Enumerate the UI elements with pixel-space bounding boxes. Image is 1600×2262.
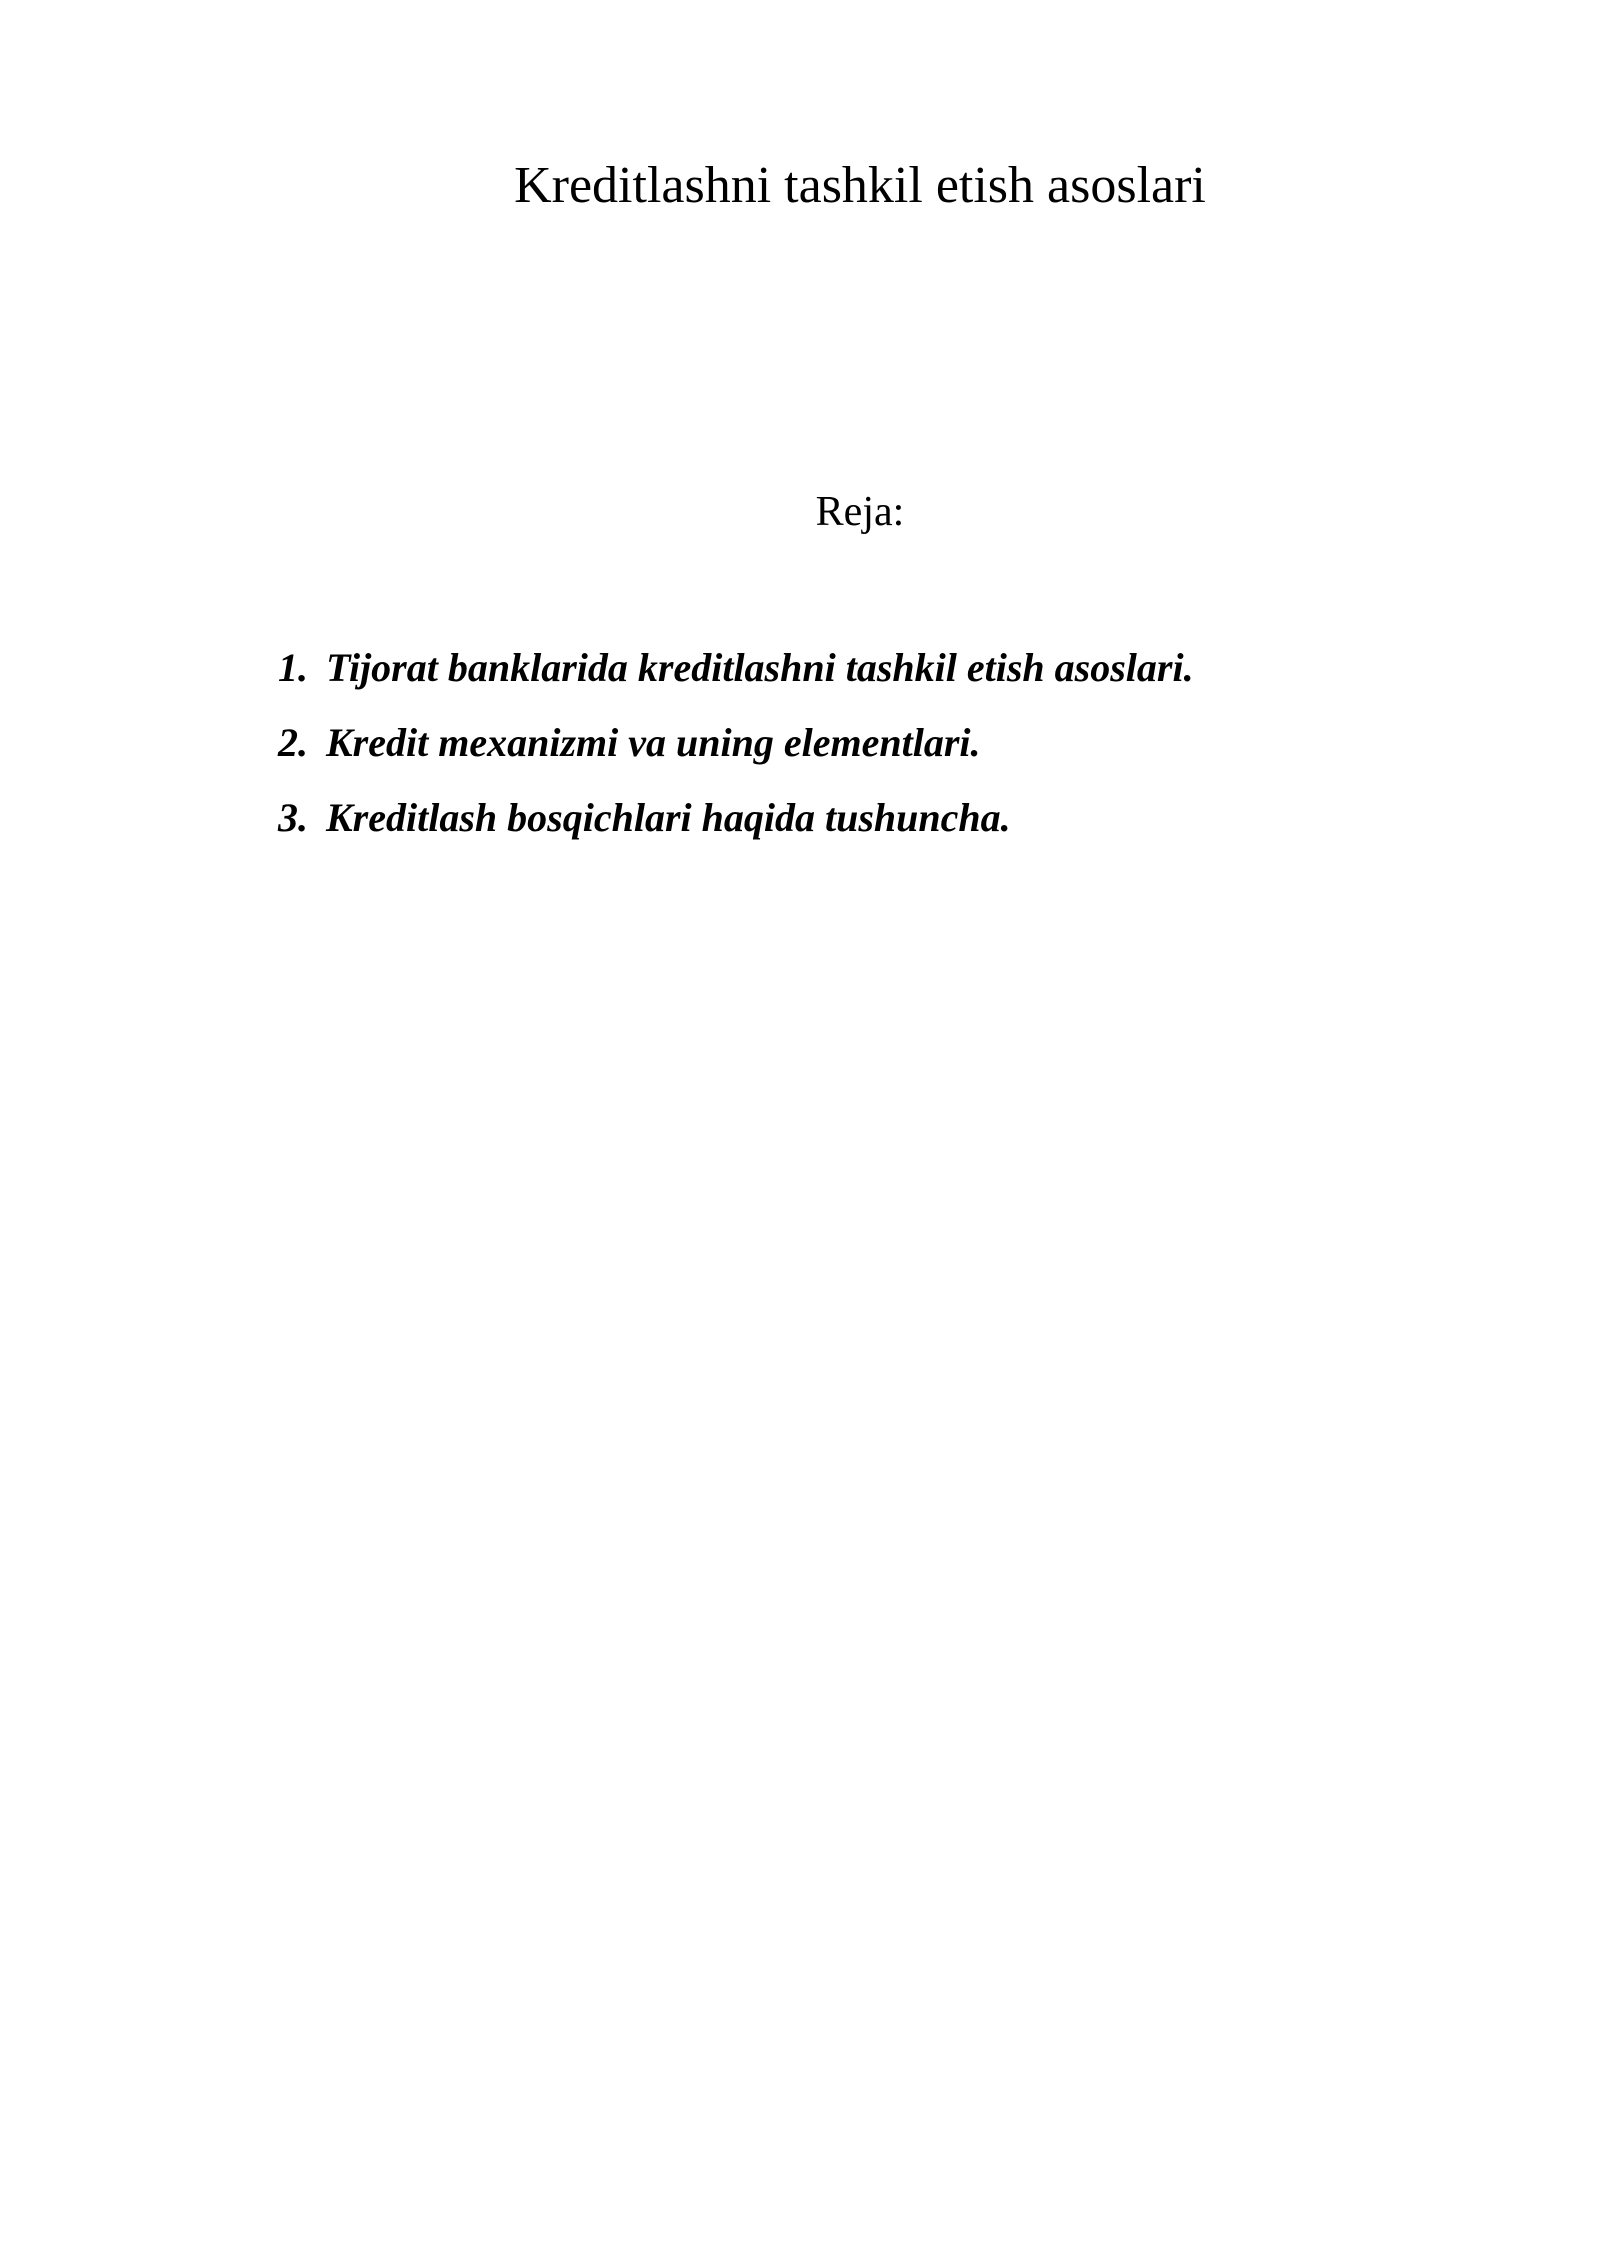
plan-item-text: Kredit mexanizmi va uning elementlari. bbox=[326, 720, 981, 765]
plan-item-text: Kreditlash bosqichlari haqida tushuncha. bbox=[326, 795, 1011, 840]
plan-item-1 bbox=[278, 630, 1194, 705]
plan-item-2 bbox=[278, 705, 1194, 780]
plan-item-number: 3. bbox=[278, 795, 308, 840]
plan-item-3 bbox=[278, 780, 1194, 855]
plan-item-number: 1. bbox=[278, 645, 308, 690]
plan-list bbox=[278, 630, 1194, 855]
plan-heading: Reja: bbox=[815, 489, 905, 535]
plan-item-number: 2. bbox=[278, 720, 308, 765]
page-title: Kreditlashni tashkil etish asoslari bbox=[514, 157, 1206, 214]
plan-item-text: Tijorat banklarida kreditlashni tashkil etish asoslari. bbox=[326, 645, 1194, 690]
